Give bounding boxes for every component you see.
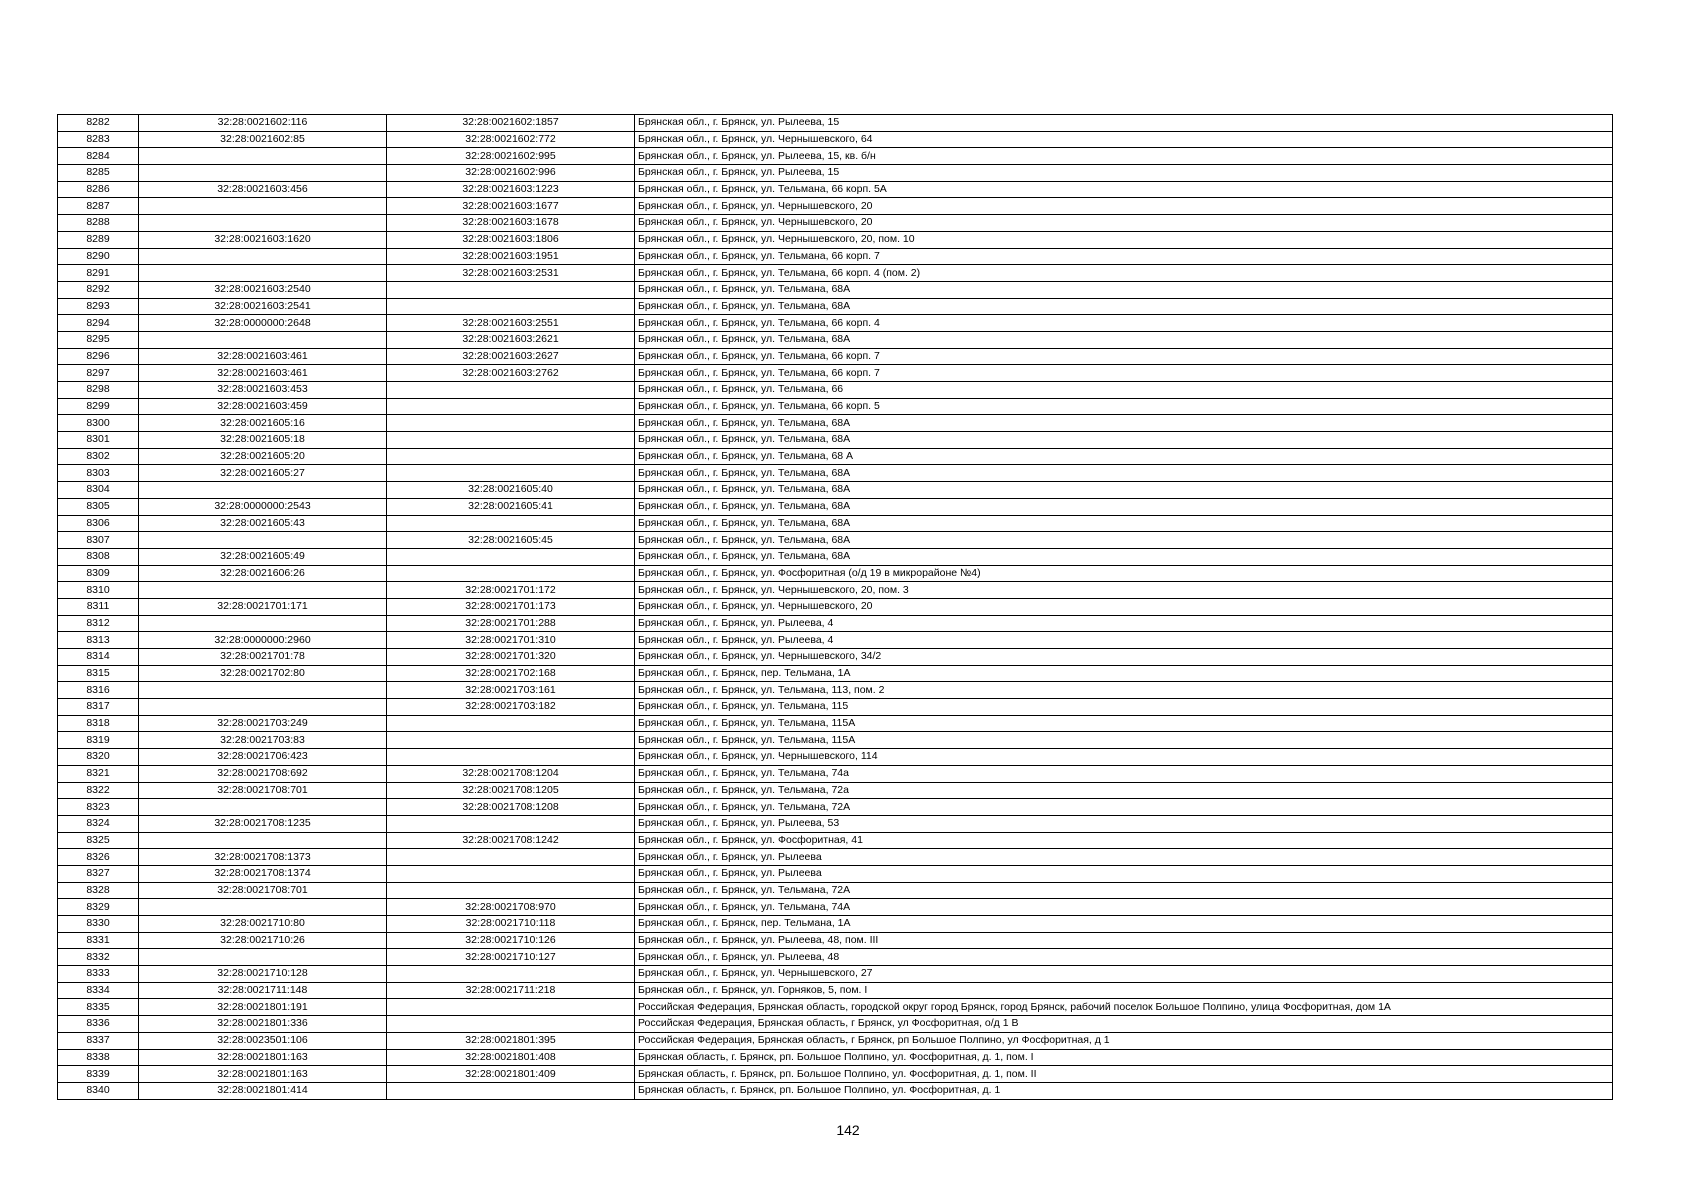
row-number-cell: 8305 [58, 498, 139, 515]
address-cell: Российская Федерация, Брянская область, г Брянск, рп Большое Полпино, ул Фосфоритная, д 1 [635, 1032, 1613, 1049]
building-cadastral-number-cell: 32:28:0021708:1208 [387, 799, 635, 816]
address-cell: Брянская обл., г. Брянск, ул. Чернышевского, 64 [635, 131, 1613, 148]
land-cadastral-number-cell: 32:28:0021708:701 [139, 882, 387, 899]
table-row [58, 1032, 1613, 1049]
building-cadastral-number-cell: 32:28:0021603:2531 [387, 265, 635, 282]
row-number-cell: 8338 [58, 1049, 139, 1066]
table-row [58, 265, 1613, 282]
land-cadastral-number-cell: 32:28:0021708:701 [139, 782, 387, 799]
row-number-cell: 8292 [58, 281, 139, 298]
table-row [58, 465, 1613, 482]
land-cadastral-number-cell [139, 532, 387, 549]
building-cadastral-number-cell [387, 849, 635, 866]
table-row [58, 1016, 1613, 1033]
table-row [58, 882, 1613, 899]
land-cadastral-number-cell: 32:28:0021710:80 [139, 916, 387, 933]
address-cell: Брянская обл., г. Брянск, ул. Тельмана, 72А [635, 882, 1613, 899]
building-cadastral-number-cell: 32:28:0021602:772 [387, 131, 635, 148]
building-cadastral-number-cell: 32:28:0021701:288 [387, 615, 635, 632]
row-number-cell: 8300 [58, 415, 139, 432]
row-number-cell: 8322 [58, 782, 139, 799]
land-cadastral-number-cell: 32:28:0021603:2541 [139, 298, 387, 315]
building-cadastral-number-cell: 32:28:0021801:408 [387, 1049, 635, 1066]
building-cadastral-number-cell [387, 548, 635, 565]
address-cell: Брянская обл., г. Брянск, ул. Тельмана, 66 корп. 5 [635, 398, 1613, 415]
row-number-cell: 8286 [58, 181, 139, 198]
building-cadastral-number-cell: 32:28:0021603:1678 [387, 215, 635, 232]
row-number-cell: 8282 [58, 115, 139, 132]
building-cadastral-number-cell: 32:28:0021603:2627 [387, 348, 635, 365]
address-cell: Брянская обл., г. Брянск, ул. Чернышевского, 20, пом. 3 [635, 582, 1613, 599]
land-cadastral-number-cell: 32:28:0021710:26 [139, 932, 387, 949]
table-row [58, 632, 1613, 649]
building-cadastral-number-cell: 32:28:0021703:182 [387, 699, 635, 716]
table-row [58, 865, 1613, 882]
building-cadastral-number-cell: 32:28:0021708:1204 [387, 765, 635, 782]
building-cadastral-number-cell: 32:28:0021703:161 [387, 682, 635, 699]
land-cadastral-number-cell [139, 482, 387, 499]
land-cadastral-number-cell: 32:28:0021605:49 [139, 548, 387, 565]
land-cadastral-number-cell: 32:28:0021603:461 [139, 365, 387, 382]
table-row [58, 298, 1613, 315]
land-cadastral-number-cell: 32:28:0021708:1373 [139, 849, 387, 866]
land-cadastral-number-cell: 32:28:0021710:128 [139, 966, 387, 983]
land-cadastral-number-cell [139, 832, 387, 849]
land-cadastral-number-cell: 32:28:0021606:26 [139, 565, 387, 582]
row-number-cell: 8289 [58, 231, 139, 248]
table-row [58, 498, 1613, 515]
address-cell: Брянская обл., г. Брянск, ул. Тельмана, 68А [635, 331, 1613, 348]
table-row [58, 849, 1613, 866]
address-cell: Брянская обл., г. Брянск, ул. Тельмана, 115А [635, 732, 1613, 749]
table-row [58, 331, 1613, 348]
address-cell: Брянская обл., г. Брянск, ул. Рылеева, 4 [635, 615, 1613, 632]
address-cell: Брянская обл., г. Брянск, ул. Рылеева, 15, кв. б/н [635, 148, 1613, 165]
address-cell: Брянская обл., г. Брянск, ул. Тельмана, 66 корп. 7 [635, 248, 1613, 265]
table-row [58, 649, 1613, 666]
land-cadastral-number-cell: 32:28:0021708:692 [139, 765, 387, 782]
building-cadastral-number-cell: 32:28:0021603:1951 [387, 248, 635, 265]
land-cadastral-number-cell: 32:28:0021702:80 [139, 665, 387, 682]
land-cadastral-number-cell [139, 331, 387, 348]
row-number-cell: 8308 [58, 548, 139, 565]
row-number-cell: 8301 [58, 432, 139, 449]
land-cadastral-number-cell [139, 165, 387, 182]
table-row [58, 732, 1613, 749]
address-cell: Брянская обл., г. Брянск, ул. Горняков, 5, пом. I [635, 982, 1613, 999]
land-cadastral-number-cell [139, 148, 387, 165]
row-number-cell: 8326 [58, 849, 139, 866]
table-row [58, 1066, 1613, 1083]
building-cadastral-number-cell: 32:28:0021603:1806 [387, 231, 635, 248]
row-number-cell: 8323 [58, 799, 139, 816]
row-number-cell: 8311 [58, 598, 139, 615]
address-cell: Брянская обл., г. Брянск, ул. Тельмана, 68 А [635, 448, 1613, 465]
table-row [58, 348, 1613, 365]
row-number-cell: 8324 [58, 815, 139, 832]
address-cell: Брянская обл., г. Брянск, ул. Рылеева, 48, пом. III [635, 932, 1613, 949]
row-number-cell: 8337 [58, 1032, 139, 1049]
table-row [58, 281, 1613, 298]
building-cadastral-number-cell [387, 882, 635, 899]
land-cadastral-number-cell: 32:28:0000000:2960 [139, 632, 387, 649]
address-cell: Российская Федерация, Брянская область, городской округ город Брянск, город Брянск, рабочий поселок Большое Полпино, улица Фосфоритная, дом 1А [635, 999, 1613, 1016]
table-row [58, 799, 1613, 816]
building-cadastral-number-cell [387, 815, 635, 832]
land-cadastral-number-cell [139, 799, 387, 816]
address-cell: Брянская обл., г. Брянск, ул. Рылеева, 15 [635, 115, 1613, 132]
table-row [58, 982, 1613, 999]
address-cell: Брянская обл., г. Брянск, ул. Чернышевского, 27 [635, 966, 1613, 983]
address-cell: Брянская область, г. Брянск, рп. Большое Полпино, ул. Фосфоритная, д. 1 [635, 1082, 1613, 1099]
row-number-cell: 8336 [58, 1016, 139, 1033]
row-number-cell: 8293 [58, 298, 139, 315]
address-cell: Брянская обл., г. Брянск, ул. Рылеева, 48 [635, 949, 1613, 966]
registry-table [57, 114, 1613, 1100]
address-cell: Брянская обл., г. Брянск, ул. Тельмана, 68А [635, 281, 1613, 298]
table-row [58, 598, 1613, 615]
building-cadastral-number-cell: 32:28:0021603:1677 [387, 198, 635, 215]
land-cadastral-number-cell: 32:28:0021605:20 [139, 448, 387, 465]
building-cadastral-number-cell [387, 749, 635, 766]
table-row [58, 148, 1613, 165]
row-number-cell: 8334 [58, 982, 139, 999]
address-cell: Брянская обл., г. Брянск, ул. Тельмана, 66 корп. 5А [635, 181, 1613, 198]
address-cell: Брянская обл., г. Брянск, ул. Рылеева [635, 865, 1613, 882]
row-number-cell: 8327 [58, 865, 139, 882]
address-cell: Брянская обл., г. Брянск, ул. Чернышевского, 34/2 [635, 649, 1613, 666]
address-cell: Брянская обл., г. Брянск, ул. Тельмана, 115А [635, 715, 1613, 732]
land-cadastral-number-cell: 32:28:0021602:85 [139, 131, 387, 148]
row-number-cell: 8315 [58, 665, 139, 682]
address-cell: Брянская обл., г. Брянск, ул. Чернышевского, 20 [635, 215, 1613, 232]
land-cadastral-number-cell: 32:28:0021701:78 [139, 649, 387, 666]
land-cadastral-number-cell: 32:28:0021711:148 [139, 982, 387, 999]
building-cadastral-number-cell: 32:28:0021701:310 [387, 632, 635, 649]
building-cadastral-number-cell [387, 865, 635, 882]
row-number-cell: 8284 [58, 148, 139, 165]
row-number-cell: 8306 [58, 515, 139, 532]
land-cadastral-number-cell [139, 899, 387, 916]
land-cadastral-number-cell: 32:28:0021801:163 [139, 1066, 387, 1083]
row-number-cell: 8333 [58, 966, 139, 983]
address-cell: Брянская обл., г. Брянск, ул. Тельмана, 68А [635, 515, 1613, 532]
land-cadastral-number-cell [139, 248, 387, 265]
row-number-cell: 8310 [58, 582, 139, 599]
land-cadastral-number-cell: 32:28:0021801:414 [139, 1082, 387, 1099]
land-cadastral-number-cell: 32:28:0021603:1620 [139, 231, 387, 248]
land-cadastral-number-cell: 32:28:0021708:1374 [139, 865, 387, 882]
row-number-cell: 8298 [58, 382, 139, 399]
building-cadastral-number-cell: 32:28:0021702:168 [387, 665, 635, 682]
building-cadastral-number-cell [387, 415, 635, 432]
land-cadastral-number-cell [139, 699, 387, 716]
row-number-cell: 8328 [58, 882, 139, 899]
table-row [58, 932, 1613, 949]
table-row [58, 749, 1613, 766]
address-cell: Брянская обл., г. Брянск, ул. Рылеева, 15 [635, 165, 1613, 182]
building-cadastral-number-cell [387, 715, 635, 732]
table-row [58, 765, 1613, 782]
building-cadastral-number-cell [387, 432, 635, 449]
building-cadastral-number-cell [387, 448, 635, 465]
table-row [58, 398, 1613, 415]
row-number-cell: 8299 [58, 398, 139, 415]
land-cadastral-number-cell [139, 615, 387, 632]
address-cell: Брянская область, г. Брянск, рп. Большое Полпино, ул. Фосфоритная, д. 1, пом. I [635, 1049, 1613, 1066]
building-cadastral-number-cell: 32:28:0021701:173 [387, 598, 635, 615]
address-cell: Брянская обл., г. Брянск, ул. Тельмана, 74А [635, 899, 1613, 916]
row-number-cell: 8325 [58, 832, 139, 849]
building-cadastral-number-cell [387, 515, 635, 532]
table-row [58, 949, 1613, 966]
address-cell: Брянская обл., г. Брянск, ул. Тельмана, 66 корп. 4 [635, 315, 1613, 332]
land-cadastral-number-cell [139, 198, 387, 215]
row-number-cell: 8330 [58, 916, 139, 933]
building-cadastral-number-cell: 32:28:0021605:40 [387, 482, 635, 499]
address-cell: Брянская обл., г. Брянск, ул. Тельмана, 68А [635, 465, 1613, 482]
table-row [58, 482, 1613, 499]
row-number-cell: 8303 [58, 465, 139, 482]
table-row [58, 565, 1613, 582]
building-cadastral-number-cell: 32:28:0021603:2551 [387, 315, 635, 332]
address-cell: Брянская обл., г. Брянск, ул. Чернышевского, 20, пом. 10 [635, 231, 1613, 248]
table-row [58, 832, 1613, 849]
address-cell: Брянская обл., г. Брянск, ул. Тельмана, 115 [635, 699, 1613, 716]
row-number-cell: 8331 [58, 932, 139, 949]
building-cadastral-number-cell [387, 565, 635, 582]
address-cell: Брянская обл., г. Брянск, ул. Тельмана, 66 корп. 4 (пом. 2) [635, 265, 1613, 282]
address-cell: Брянская обл., г. Брянск, ул. Тельмана, 66 корп. 7 [635, 348, 1613, 365]
row-number-cell: 8317 [58, 699, 139, 716]
row-number-cell: 8313 [58, 632, 139, 649]
land-cadastral-number-cell: 32:28:0023501:106 [139, 1032, 387, 1049]
row-number-cell: 8294 [58, 315, 139, 332]
building-cadastral-number-cell: 32:28:0021605:41 [387, 498, 635, 515]
table-row [58, 699, 1613, 716]
row-number-cell: 8285 [58, 165, 139, 182]
table-row [58, 665, 1613, 682]
address-cell: Брянская обл., г. Брянск, ул. Тельмана, 66 корп. 7 [635, 365, 1613, 382]
address-cell: Брянская обл., г. Брянск, ул. Рылеева, 53 [635, 815, 1613, 832]
land-cadastral-number-cell: 32:28:0021605:16 [139, 415, 387, 432]
address-cell: Брянская обл., г. Брянск, ул. Тельмана, 68А [635, 532, 1613, 549]
table-row [58, 181, 1613, 198]
address-cell: Брянская обл., г. Брянск, ул. Тельмана, 68А [635, 298, 1613, 315]
row-number-cell: 8283 [58, 131, 139, 148]
table-row [58, 115, 1613, 132]
row-number-cell: 8304 [58, 482, 139, 499]
land-cadastral-number-cell: 32:28:0021603:2540 [139, 281, 387, 298]
row-number-cell: 8332 [58, 949, 139, 966]
land-cadastral-number-cell: 32:28:0021706:423 [139, 749, 387, 766]
building-cadastral-number-cell: 32:28:0021603:1223 [387, 181, 635, 198]
table-row [58, 131, 1613, 148]
table-row [58, 815, 1613, 832]
building-cadastral-number-cell: 32:28:0021801:409 [387, 1066, 635, 1083]
building-cadastral-number-cell: 32:28:0021801:395 [387, 1032, 635, 1049]
land-cadastral-number-cell [139, 265, 387, 282]
building-cadastral-number-cell [387, 732, 635, 749]
land-cadastral-number-cell: 32:28:0000000:2648 [139, 315, 387, 332]
row-number-cell: 8309 [58, 565, 139, 582]
address-cell: Российская Федерация, Брянская область, г Брянск, ул Фосфоритная, о/д 1 В [635, 1016, 1613, 1033]
address-cell: Брянская обл., г. Брянск, ул. Чернышевского, 20 [635, 598, 1613, 615]
table-row [58, 248, 1613, 265]
land-cadastral-number-cell: 32:28:0021703:83 [139, 732, 387, 749]
building-cadastral-number-cell: 32:28:0021708:1205 [387, 782, 635, 799]
table-row [58, 448, 1613, 465]
building-cadastral-number-cell: 32:28:0021602:995 [387, 148, 635, 165]
address-cell: Брянская область, г. Брянск, рп. Большое Полпино, ул. Фосфоритная, д. 1, пом. II [635, 1066, 1613, 1083]
table-row [58, 966, 1613, 983]
table-row [58, 1082, 1613, 1099]
building-cadastral-number-cell: 32:28:0021710:127 [387, 949, 635, 966]
land-cadastral-number-cell: 32:28:0021603:461 [139, 348, 387, 365]
land-cadastral-number-cell: 32:28:0021603:459 [139, 398, 387, 415]
building-cadastral-number-cell: 32:28:0021602:996 [387, 165, 635, 182]
land-cadastral-number-cell: 32:28:0021703:249 [139, 715, 387, 732]
table-row [58, 165, 1613, 182]
building-cadastral-number-cell: 32:28:0021710:118 [387, 916, 635, 933]
table-row [58, 198, 1613, 215]
table-row [58, 231, 1613, 248]
land-cadastral-number-cell: 32:28:0021605:18 [139, 432, 387, 449]
building-cadastral-number-cell [387, 398, 635, 415]
row-number-cell: 8321 [58, 765, 139, 782]
row-number-cell: 8297 [58, 365, 139, 382]
table-row [58, 315, 1613, 332]
address-cell: Брянская обл., г. Брянск, ул. Тельмана, 68А [635, 498, 1613, 515]
land-cadastral-number-cell: 32:28:0021801:336 [139, 1016, 387, 1033]
table-row [58, 715, 1613, 732]
row-number-cell: 8307 [58, 532, 139, 549]
address-cell: Брянская обл., г. Брянск, ул. Тельмана, 72А [635, 799, 1613, 816]
building-cadastral-number-cell: 32:28:0021701:172 [387, 582, 635, 599]
building-cadastral-number-cell [387, 1016, 635, 1033]
registry-table-body [58, 115, 1613, 1100]
table-row [58, 365, 1613, 382]
address-cell: Брянская обл., г. Брянск, ул. Тельмана, 74а [635, 765, 1613, 782]
land-cadastral-number-cell [139, 215, 387, 232]
building-cadastral-number-cell: 32:28:0021708:970 [387, 899, 635, 916]
page-number: 142 [836, 1122, 860, 1138]
building-cadastral-number-cell: 32:28:0021603:2621 [387, 331, 635, 348]
table-row [58, 548, 1613, 565]
building-cadastral-number-cell [387, 465, 635, 482]
address-cell: Брянская обл., г. Брянск, ул. Тельмана, 113, пом. 2 [635, 682, 1613, 699]
table-row [58, 899, 1613, 916]
row-number-cell: 8288 [58, 215, 139, 232]
row-number-cell: 8296 [58, 348, 139, 365]
land-cadastral-number-cell: 32:28:0021603:453 [139, 382, 387, 399]
land-cadastral-number-cell [139, 582, 387, 599]
land-cadastral-number-cell [139, 682, 387, 699]
row-number-cell: 8316 [58, 682, 139, 699]
building-cadastral-number-cell: 32:28:0021603:2762 [387, 365, 635, 382]
table-row [58, 532, 1613, 549]
address-cell: Брянская обл., г. Брянск, ул. Чернышевского, 114 [635, 749, 1613, 766]
address-cell: Брянская обл., г. Брянск, ул. Тельмана, 68А [635, 482, 1613, 499]
row-number-cell: 8339 [58, 1066, 139, 1083]
building-cadastral-number-cell [387, 1082, 635, 1099]
land-cadastral-number-cell: 32:28:0021801:163 [139, 1049, 387, 1066]
table-row [58, 515, 1613, 532]
land-cadastral-number-cell: 32:28:0021801:191 [139, 999, 387, 1016]
row-number-cell: 8295 [58, 331, 139, 348]
building-cadastral-number-cell: 32:28:0021701:320 [387, 649, 635, 666]
land-cadastral-number-cell: 32:28:0021605:43 [139, 515, 387, 532]
building-cadastral-number-cell: 32:28:0021710:126 [387, 932, 635, 949]
table-row [58, 1049, 1613, 1066]
row-number-cell: 8318 [58, 715, 139, 732]
land-cadastral-number-cell [139, 949, 387, 966]
row-number-cell: 8312 [58, 615, 139, 632]
row-number-cell: 8302 [58, 448, 139, 465]
address-cell: Брянская обл., г. Брянск, ул. Фосфоритная (о/д 19 в микрорайоне №4) [635, 565, 1613, 582]
land-cadastral-number-cell: 32:28:0021701:171 [139, 598, 387, 615]
table-row [58, 615, 1613, 632]
address-cell: Брянская обл., г. Брянск, ул. Тельмана, 68А [635, 548, 1613, 565]
land-cadastral-number-cell: 32:28:0021708:1235 [139, 815, 387, 832]
building-cadastral-number-cell [387, 281, 635, 298]
address-cell: Брянская обл., г. Брянск, пер. Тельмана, 1А [635, 916, 1613, 933]
table-row [58, 682, 1613, 699]
table-row [58, 582, 1613, 599]
land-cadastral-number-cell: 32:28:0021602:116 [139, 115, 387, 132]
row-number-cell: 8335 [58, 999, 139, 1016]
table-row [58, 999, 1613, 1016]
row-number-cell: 8287 [58, 198, 139, 215]
address-cell: Брянская обл., г. Брянск, ул. Фосфоритная, 41 [635, 832, 1613, 849]
building-cadastral-number-cell: 32:28:0021711:218 [387, 982, 635, 999]
table-row [58, 415, 1613, 432]
address-cell: Брянская обл., г. Брянск, ул. Чернышевского, 20 [635, 198, 1613, 215]
building-cadastral-number-cell [387, 999, 635, 1016]
table-row [58, 916, 1613, 933]
address-cell: Брянская обл., г. Брянск, ул. Тельмана, 68А [635, 432, 1613, 449]
building-cadastral-number-cell: 32:28:0021605:45 [387, 532, 635, 549]
building-cadastral-number-cell: 32:28:0021708:1242 [387, 832, 635, 849]
table-row [58, 782, 1613, 799]
row-number-cell: 8340 [58, 1082, 139, 1099]
address-cell: Брянская обл., г. Брянск, пер. Тельмана, 1А [635, 665, 1613, 682]
land-cadastral-number-cell: 32:28:0000000:2543 [139, 498, 387, 515]
table-row [58, 382, 1613, 399]
row-number-cell: 8320 [58, 749, 139, 766]
row-number-cell: 8291 [58, 265, 139, 282]
row-number-cell: 8290 [58, 248, 139, 265]
building-cadastral-number-cell [387, 966, 635, 983]
building-cadastral-number-cell: 32:28:0021602:1857 [387, 115, 635, 132]
address-cell: Брянская обл., г. Брянск, ул. Рылеева, 4 [635, 632, 1613, 649]
land-cadastral-number-cell: 32:28:0021605:27 [139, 465, 387, 482]
row-number-cell: 8329 [58, 899, 139, 916]
building-cadastral-number-cell [387, 382, 635, 399]
address-cell: Брянская обл., г. Брянск, ул. Тельмана, 68А [635, 415, 1613, 432]
row-number-cell: 8319 [58, 732, 139, 749]
table-row [58, 432, 1613, 449]
land-cadastral-number-cell: 32:28:0021603:456 [139, 181, 387, 198]
row-number-cell: 8314 [58, 649, 139, 666]
address-cell: Брянская обл., г. Брянск, ул. Тельмана, 66 [635, 382, 1613, 399]
address-cell: Брянская обл., г. Брянск, ул. Тельмана, 72а [635, 782, 1613, 799]
table-row [58, 215, 1613, 232]
address-cell: Брянская обл., г. Брянск, ул. Рылеева [635, 849, 1613, 866]
building-cadastral-number-cell [387, 298, 635, 315]
